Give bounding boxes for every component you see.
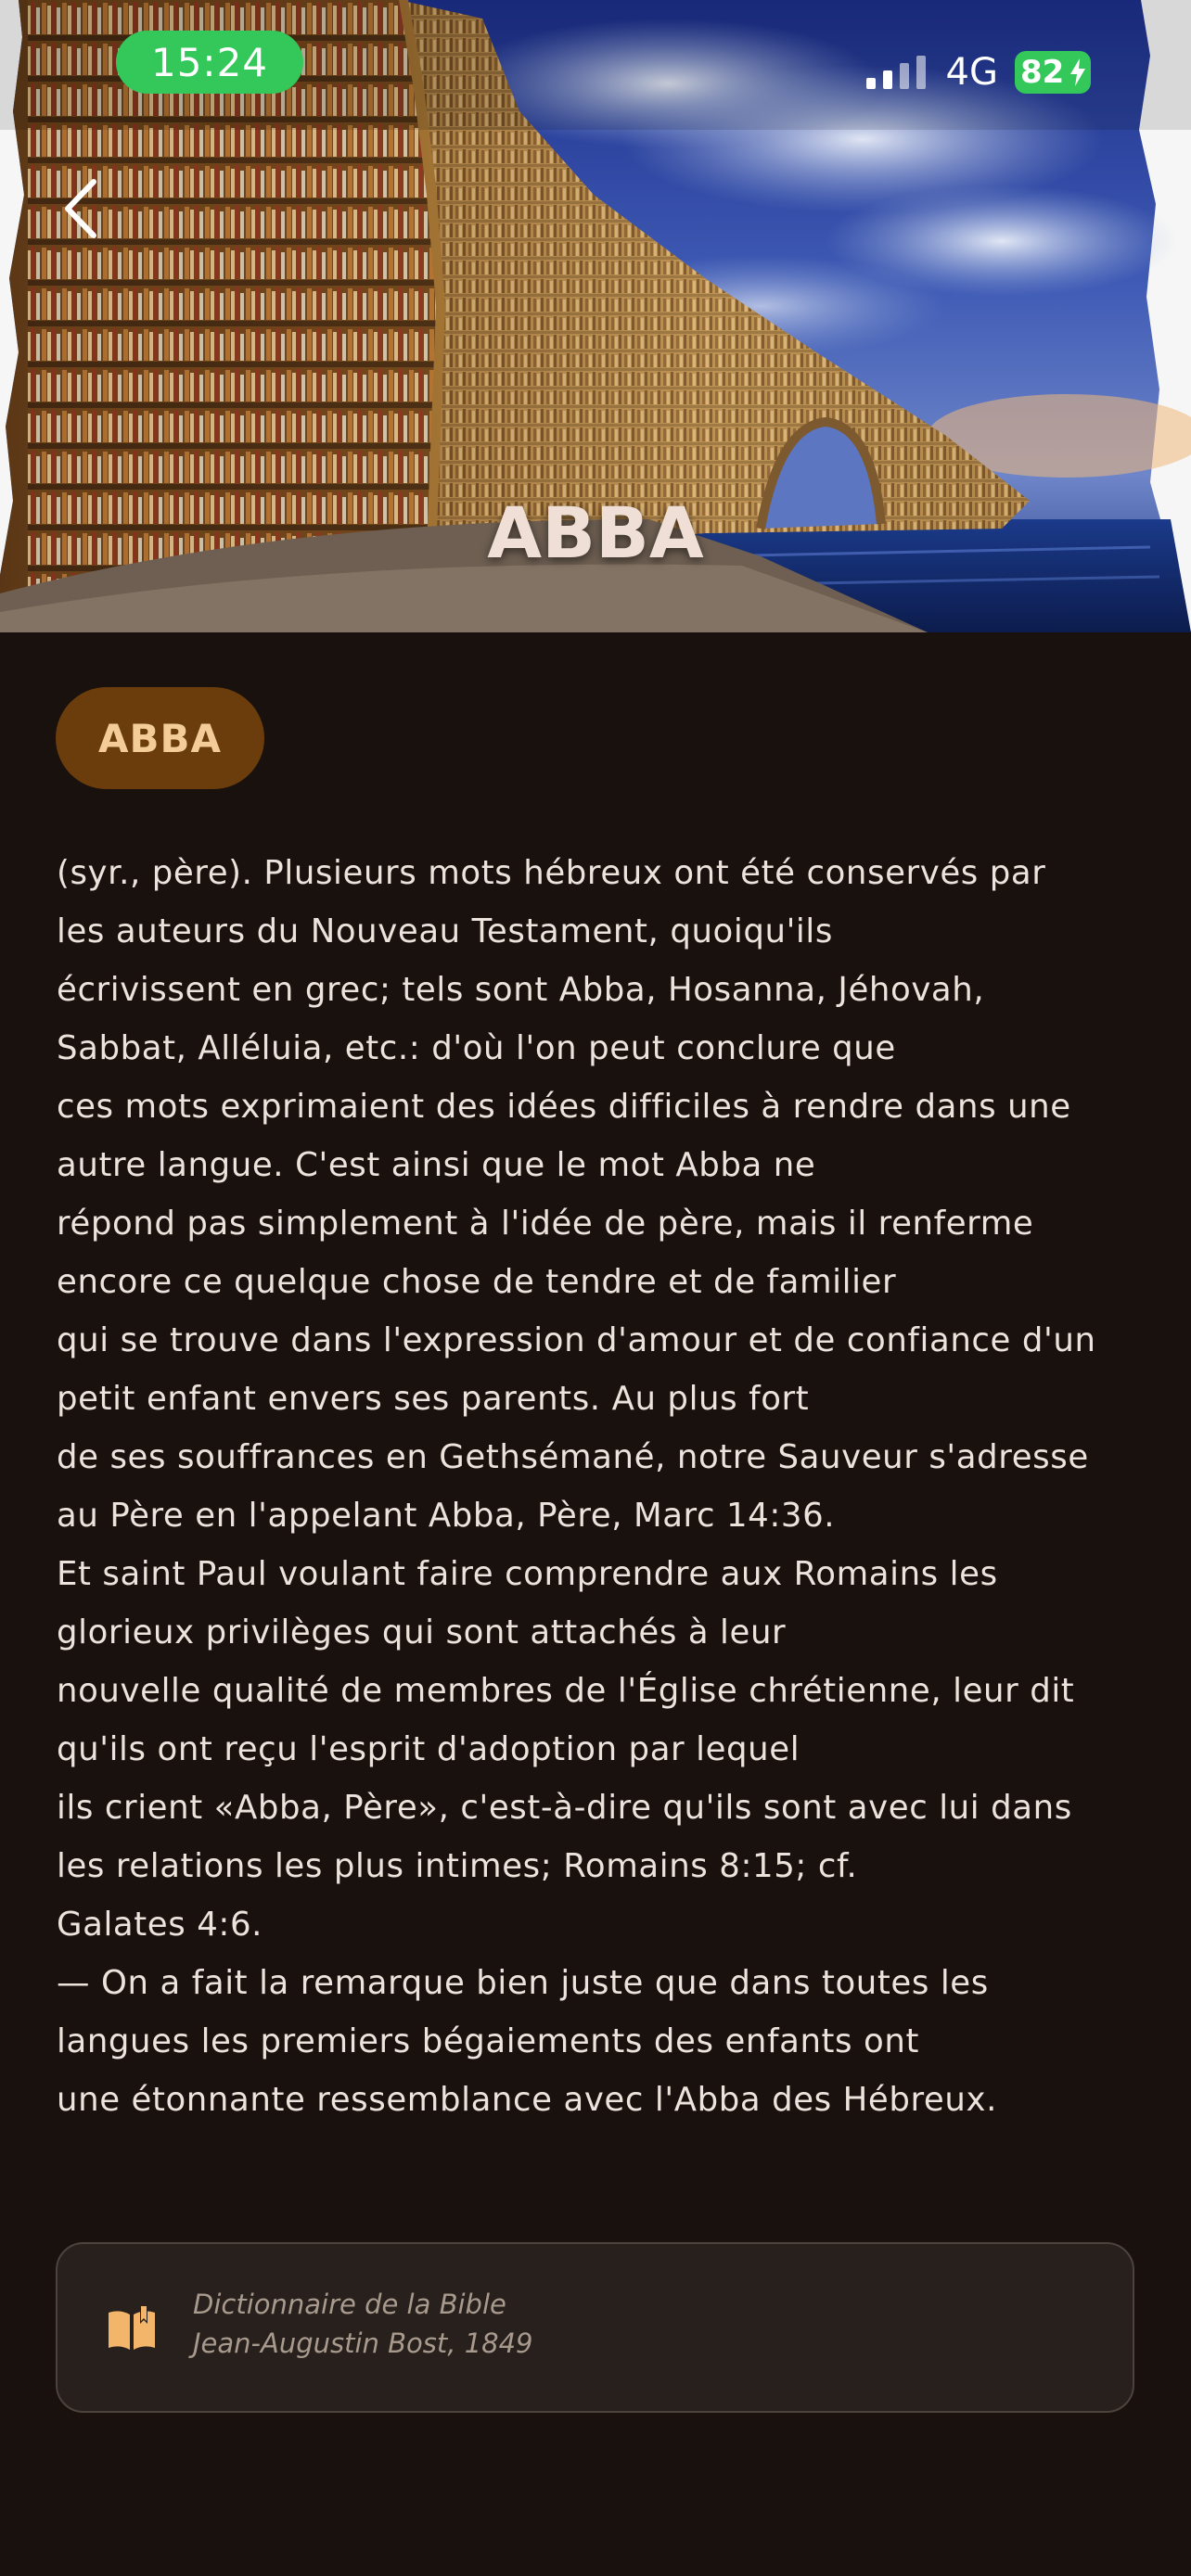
- entry-tag-badge: ABBA: [56, 687, 264, 789]
- definition-line: une étonnante ressemblance avec l'Abba des Hébreux.: [57, 2081, 997, 2119]
- entry-definition-text: [57, 844, 1151, 2129]
- source-citation-card: [56, 2242, 1134, 2413]
- back-button[interactable]: [48, 172, 113, 246]
- source-author: Jean-Augustin Bost, 1849: [193, 2327, 533, 2359]
- definition-line: glorieux privilèges qui sont attachés à leur: [57, 1613, 787, 1651]
- definition-line: autre langue. C'est ainsi que le mot Abba ne: [57, 1146, 816, 1184]
- definition-line: répond pas simplement à l'idée de père, mais il renferme: [57, 1205, 1034, 1243]
- network-type: 4G: [945, 51, 998, 94]
- definition-line: les relations les plus intimes; Romains 8:15; cf.: [57, 1847, 858, 1885]
- definition-line: petit enfant envers ses parents. Au plus fort: [57, 1380, 810, 1418]
- chevron-left-icon: [62, 178, 99, 239]
- definition-line: Et saint Paul voulant faire comprendre aux Romains les: [57, 1555, 998, 1593]
- definition-line: de ses souffrances en Gethsémané, notre Sauveur s'adresse: [57, 1438, 1089, 1476]
- status-bar-right: [864, 45, 1091, 100]
- definition-line: ces mots exprimaient des idées difficiles à rendre dans une: [57, 1088, 1071, 1126]
- page-title: ABBA: [487, 491, 704, 574]
- definition-line: écrivissent en grec; tels sont Abba, Hosanna, Jéhovah,: [57, 971, 985, 1009]
- definition-line: encore ce quelque chose de tendre et de familier: [57, 1263, 897, 1301]
- definition-line: Galates 4:6.: [57, 1906, 263, 1944]
- battery-level: 82: [1020, 54, 1065, 91]
- definition-line: qu'ils ont reçu l'esprit d'adoption par lequel: [57, 1730, 800, 1768]
- source-title: Dictionnaire de la Bible: [193, 2289, 506, 2320]
- definition-line: (syr., père). Plusieurs mots hébreux ont été conservés par: [57, 854, 1046, 892]
- definition-line: ils crient «Abba, Père», c'est-à-dire qu'ils sont avec lui dans: [57, 1789, 1072, 1827]
- definition-line: au Père en l'appelant Abba, Père, Marc 14:36.: [57, 1497, 836, 1535]
- definition-line: qui se trouve dans l'expression d'amour et de confiance d'un: [57, 1321, 1096, 1359]
- definition-line: — On a fait la remarque bien juste que dans toutes les: [57, 1964, 989, 2002]
- battery-indicator: [1015, 51, 1091, 94]
- definition-line: Sabbat, Alléluia, etc.: d'où l'on peut conclure que: [57, 1029, 896, 1067]
- definition-line: les auteurs du Nouveau Testament, quoiqu'ils: [57, 912, 833, 950]
- source-text: [193, 2285, 533, 2363]
- definition-line: langues les premiers bégaiements des enfants ont: [57, 2022, 919, 2060]
- open-book-icon: [105, 2303, 159, 2353]
- status-time: 15:24: [116, 31, 303, 94]
- definition-line: nouvelle qualité de membres de l'Église chrétienne, leur dit: [57, 1672, 1075, 1710]
- charging-bolt-icon: [1069, 58, 1087, 86]
- header-hero-image: [0, 0, 1191, 632]
- cellular-signal-icon: [864, 54, 929, 91]
